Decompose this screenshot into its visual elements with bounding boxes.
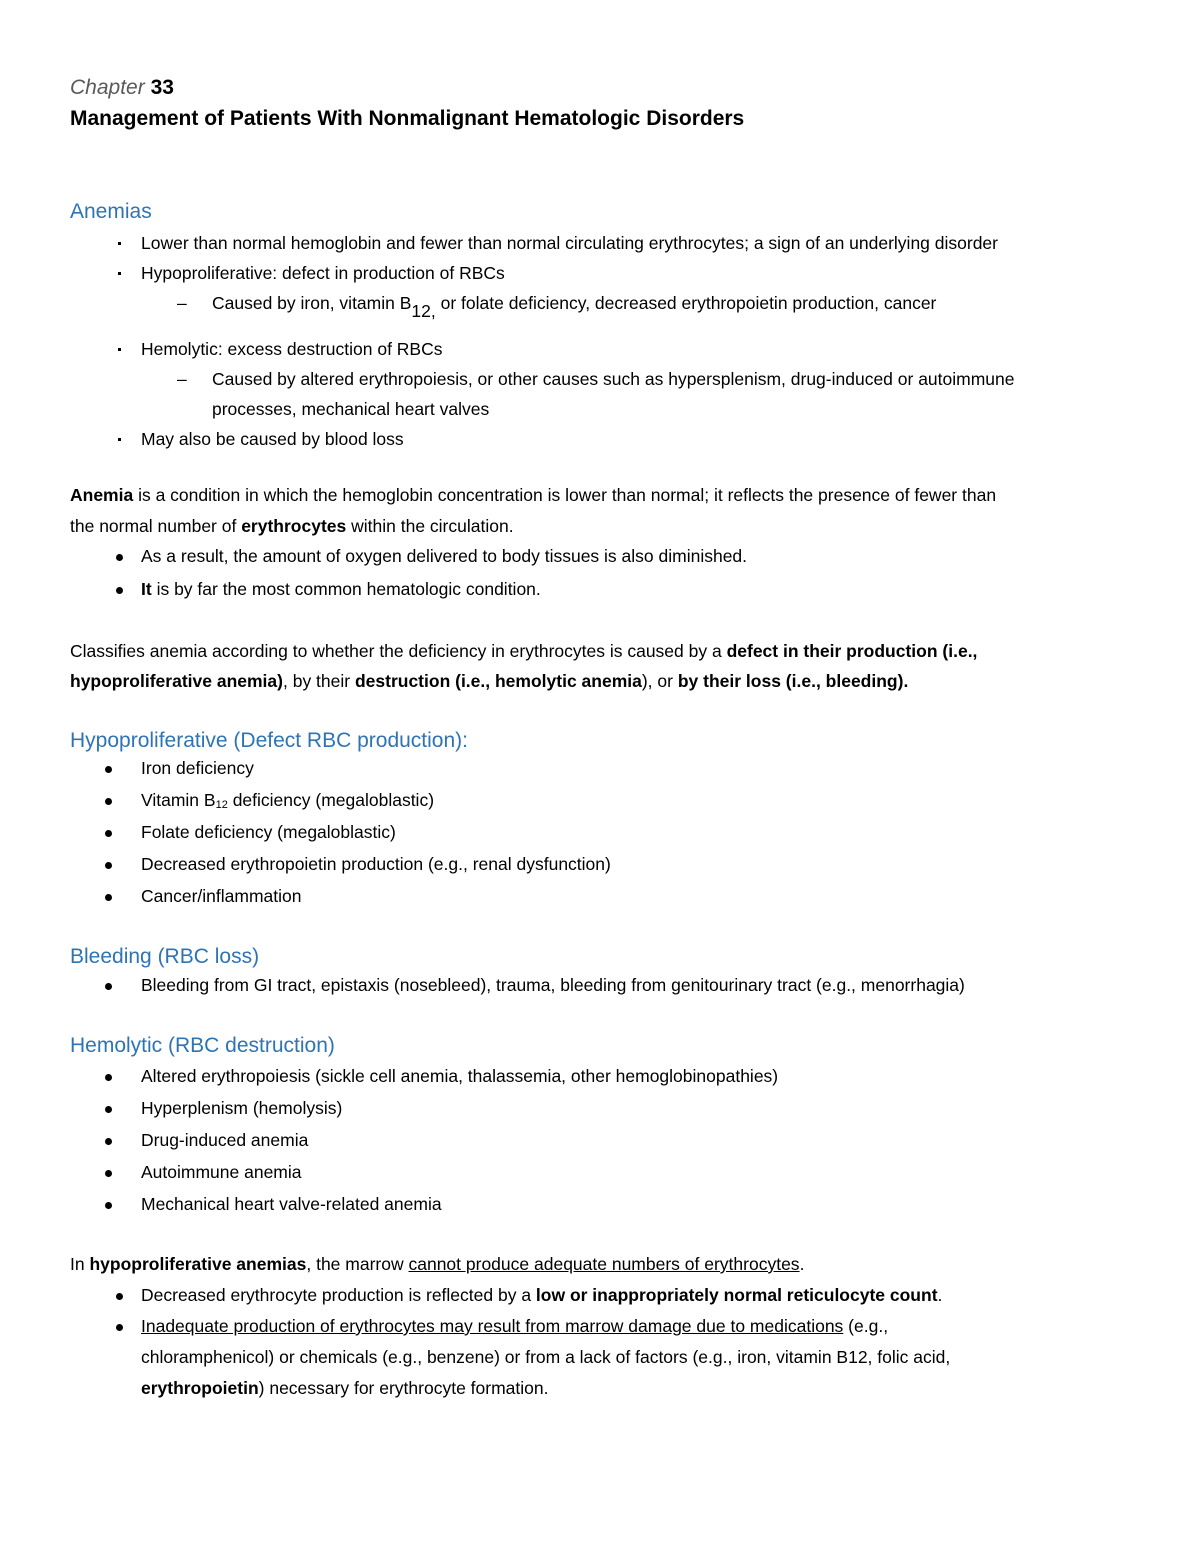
bullet-marker (105, 1138, 112, 1145)
list-item: May also be caused by blood loss (141, 429, 404, 449)
dash-marker: – (177, 369, 187, 389)
section-heading-bleeding: Bleeding (RBC loss) (70, 945, 260, 968)
section-heading-anemias: Anemias (70, 200, 152, 223)
bullet-marker (118, 272, 121, 275)
chapter-line (70, 76, 174, 100)
list-item-cont: erythropoietin) necessary for erythrocyte formation. (141, 1378, 549, 1398)
classify-line-2: hypoproliferative anemia), by their destruction (i.e., hemolytic anemia), or by their loss (i.e., bleeding). (70, 671, 909, 691)
sub-list-item: Caused by iron, vitamin $B_{12,}$ or folate deficiency, decreased erythropoietin production, cancer (212, 293, 937, 321)
bullet-marker (116, 1324, 123, 1331)
list-item: Cancer/inflammation (141, 886, 302, 906)
list-item: Hyperplenism (hemolysis) (141, 1098, 343, 1118)
list-item: Vitamin $B_{12}$ deficiency (megaloblastic) (141, 790, 435, 811)
bullet-marker (105, 830, 112, 837)
list-item: Inadequate production of erythrocytes may result from marrow damage due to medications (e.g., (141, 1316, 889, 1336)
bullet-marker (116, 554, 123, 561)
bullet-marker (118, 438, 121, 441)
list-item: Altered erythropoiesis (sickle cell anemia, thalassemia, other hemoglobinopathies) (141, 1066, 779, 1086)
list-item: Decreased erythrocyte production is reflected by a low or inappropriately normal reticulocyte count. (141, 1285, 943, 1305)
chapter-title: Management of Patients With Nonmalignant Hematologic Disorders (70, 107, 745, 130)
classify-line-1: Classifies anemia according to whether the deficiency in erythrocytes is caused by a defect in their production (i.e., (70, 641, 978, 661)
list-item: Hemolytic: excess destruction of RBCs (141, 339, 443, 359)
chapter-number: 33 (150, 76, 174, 99)
list-item: Decreased erythropoietin production (e.g., renal dysfunction) (141, 854, 611, 874)
sub-list-item: Caused by altered erythropoiesis, or other causes such as hypersplenism, drug-induced or autoimmune (212, 369, 1015, 389)
list-item: Mechanical heart valve-related anemia (141, 1194, 442, 1214)
sub-list-item-cont: processes, mechanical heart valves (212, 399, 490, 419)
bullet-marker (105, 894, 112, 901)
marrow-line-1: In hypoproliferative anemias, the marrow cannot produce adequate numbers of erythrocytes. (70, 1254, 805, 1274)
chapter-label: Chapter (70, 76, 145, 99)
bullet-marker (105, 862, 112, 869)
bullet-marker (116, 1293, 123, 1300)
list-item: It is by far the most common hematologic condition. (141, 579, 541, 599)
list-item: Lower than normal hemoglobin and fewer than normal circulating erythrocytes; a sign of an underlying disorder (141, 233, 998, 253)
section-heading-hypoproliferative: Hypoproliferative (Defect RBC production): (70, 729, 468, 752)
definition-line-2: the normal number of erythrocytes within the circulation. (70, 516, 514, 536)
bullet-marker (105, 1170, 112, 1177)
bullet-marker (118, 242, 121, 245)
bullet-marker (105, 983, 112, 990)
dash-marker: – (177, 293, 187, 313)
list-item: Drug-induced anemia (141, 1130, 309, 1150)
bullet-marker (105, 766, 112, 773)
section-heading-hemolytic: Hemolytic (RBC destruction) (70, 1034, 335, 1057)
list-item: Hypoproliferative: defect in production of RBCs (141, 263, 505, 283)
bullet-marker (105, 1106, 112, 1113)
list-item: Autoimmune anemia (141, 1162, 302, 1182)
bullet-marker (116, 587, 123, 594)
list-item: As a result, the amount of oxygen delivered to body tissues is also diminished. (141, 546, 748, 566)
definition-line-1: Anemia is a condition in which the hemoglobin concentration is lower than normal; it reflects the presence of fewer than (70, 485, 997, 505)
list-item: Folate deficiency (megaloblastic) (141, 822, 396, 842)
list-item: Iron deficiency (141, 758, 254, 778)
bullet-marker (105, 1074, 112, 1081)
bullet-marker (105, 798, 112, 805)
list-item-cont: chloramphenicol) or chemicals (e.g., benzene) or from a lack of factors (e.g., iron, vitamin B12, folic acid, (141, 1347, 951, 1367)
bullet-marker (118, 348, 121, 351)
list-item: Bleeding from GI tract, epistaxis (nosebleed), trauma, bleeding from genitourinary tract (e.g., menorrhagia) (141, 975, 965, 995)
bullet-marker (105, 1202, 112, 1209)
